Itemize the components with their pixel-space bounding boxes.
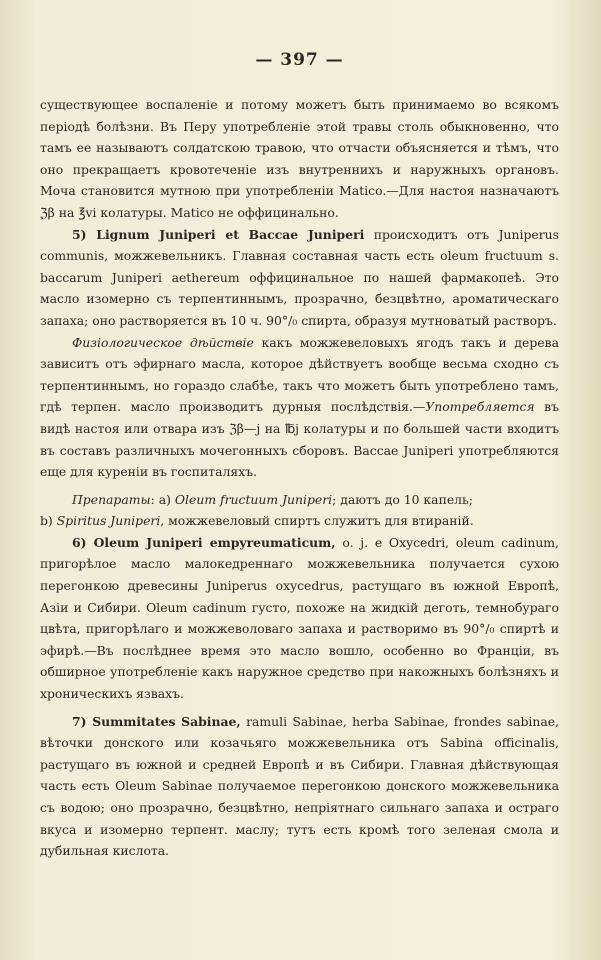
paragraph-lignum-juniperi [40,224,559,332]
prep-oleum-name: Oleum fructuum Juniperi [174,491,333,507]
heading-usage: Употребляется [425,399,535,415]
heading-summitates-sabinae: 7) Summitates Sabinae, [72,713,241,729]
page-number: — 397 — [255,50,344,70]
paragraph-physiological-action-text: какъ можжевеловыхъ ягодъ такъ и дерева зависитъ отъ эфирнаго масла, которое дѣйствуетъ вообще весьма сходно съ терпентиннымъ, но гораздо слабѣе, такъ что можетъ быть употреблено тамъ, гдѣ терпен. масло производитъ дурныя послѣдствія.— [40,334,559,415]
prep-a-marker: : a) [150,491,175,507]
paragraph-matico-text: существующее воспаленіе и потому можетъ быть принимаемо во всякомъ періодѣ болѣзни. Въ Перу употребленіе этой травы столь обыкновенно, что тамъ ее называютъ солдатскою травою, что отчасти объясняется и тѣмъ, что оно прекращаетъ кровотеченіе изъ внутреннихъ и наружныхъ органовъ. Моча становится мутною при употребленіи Matico.—Для настоя назначаютъ ℨβ на ℥vi колатуры. Matico не оффицинально. [40,97,559,220]
heading-oleum-empyreumaticum: 6) Oleum Juniperi empyreumaticum, [72,534,336,550]
page-text [40,94,559,862]
paragraph-summitates-sabinae-text: ramuli Sabinae, herba Sabinae, frondes sabinae, вѣточки донского или козачьяго можжевельника отъ Sabina officinalis, растущаго въ южной и средней Европѣ и въ Сибири. Главная дѣйствующая часть есть Oleum Sabinae получаемое перегонкою донского можжевельника съ водою; оно прозрачно, безцвѣтно, непріятнаго сильнаго запаха и остраго вкуса и изомерно терпент. маслу; тутъ есть кромѣ того зеленая смола и дубильная кислота. [40,713,559,859]
paragraph-lignum-juniperi-text: происходитъ отъ Juniperus communis, можжевельникъ. Главная составная часть есть oleum fructuum s. baccarum Juniperi aethereum оффицинальное по нашей фармакопеѣ. Это масло изомерно съ терпентиннымъ, прозрачно, безцвѣтно, ароматическаго запаха; оно растворяется въ 10 ч. 90°/₀ спирта, образуя мутноватый растворъ. [40,226,559,328]
prep-spiritus-text: , можжевеловый спиртъ служитъ для втираній. [160,513,474,529]
paragraph-summitates-sabinae [40,711,559,862]
paragraph-preparations [40,489,559,532]
paragraph-matico [40,94,559,224]
paragraph-oleum-empyreumaticum [40,532,559,705]
heading-lignum-juniperi: 5) Lignum Juniperi et Baccae Juniperi [72,226,365,242]
paragraph-oleum-empyreumaticum-text: o. j. e Oxycedri, oleum cadinum, пригорѣлое масло малокедреннаго можжевельника получается сухою перегонкою древесины Juniperus oxycedrus, растущаго въ южной Европѣ, Азіи и Сибири. Oleum cadinum густо, похоже на жидкій деготь, темнобураго цвѣта, пригорѣлаго и можжеволоваго запаха и растворимо въ 90°/₀ спиртѣ и эфирѣ.—Въ послѣднее время это масло вошло, особенно во Франціи, въ обширное употребленіе какъ наружное средство при накожныхъ болѣзняхъ и хроническихъ язвахъ. [40,534,559,702]
paragraph-physiological-action [40,332,559,483]
prep-oleum-text: ; даютъ до 10 капель; [332,491,473,507]
paragraph-usage-text: въ видѣ настоя или отвара изъ ℨβ—j на ℔j колатуры и по большей части входитъ въ составъ различныхъ мочегонныхъ сборовъ. Baccae Juniperi употребляются еще для куреніи въ госпиталяхъ. [40,399,559,480]
prep-b-marker: b) [40,513,57,529]
heading-physiological-action: Физіологическое дѣйствіе [72,334,254,350]
heading-preparations: Препараты [72,491,151,507]
prep-spiritus-name: Spiritus Juniperi [56,513,161,529]
